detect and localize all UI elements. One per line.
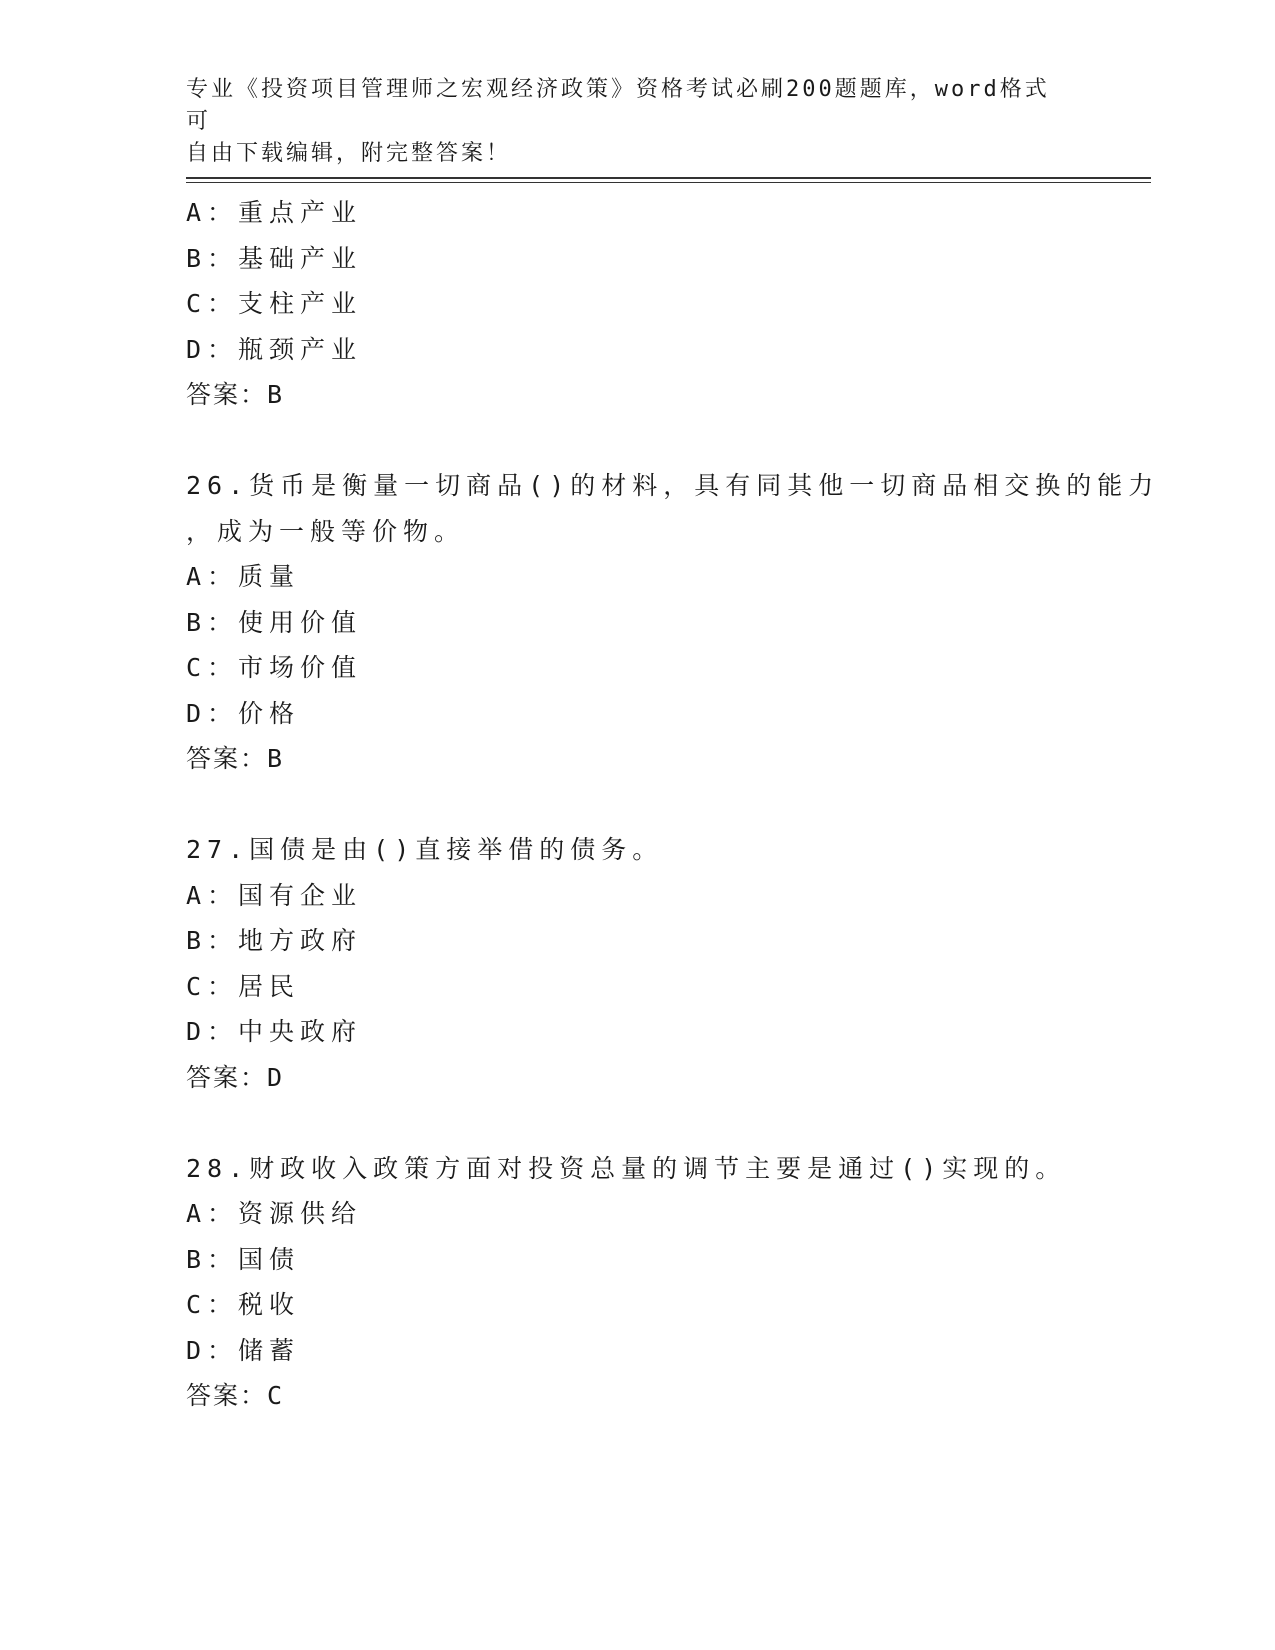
question-28 — [186, 1146, 1146, 1419]
option-c: C：税收 — [186, 1290, 301, 1319]
option-d: D：瓶颈产业 — [186, 334, 363, 364]
header-line-1: 专业《投资项目管理师之宏观经济政策》资格考试必刷200题题库，word格式可 — [186, 77, 1050, 134]
header-divider-thick — [186, 177, 1151, 179]
option-d: D：储蓄 — [186, 1335, 301, 1365]
question-26 — [186, 463, 1160, 782]
option-b: B：地方政府 — [186, 926, 363, 955]
header-divider-thin — [186, 182, 1151, 183]
option-c: C：支柱产业 — [186, 289, 363, 318]
question-27 — [186, 827, 1146, 1100]
question-list — [186, 190, 1160, 1419]
option-b: B：基础产业 — [186, 243, 363, 273]
document-header — [186, 74, 1066, 170]
option-a: A：重点产业 — [186, 198, 363, 227]
option-d: D：中央政府 — [186, 1017, 363, 1046]
question-stem: 28.财政收入政策方面对投资总量的调节主要是通过()实现的。 — [186, 1153, 1067, 1183]
question-25 — [186, 190, 1146, 418]
option-d: D：价格 — [186, 698, 301, 728]
header-line-2: 自由下载编辑，附完整答案！ — [186, 141, 512, 166]
question-stem-continued: ，成为一般等价物。 — [186, 516, 466, 546]
option-c: C：市场价值 — [186, 653, 363, 682]
question-stem: 27.国债是由()直接举借的债务。 — [186, 835, 664, 864]
option-b: B：国债 — [186, 1244, 301, 1274]
answer-line: 答案：C — [186, 1381, 285, 1410]
option-a: A：国有企业 — [186, 880, 363, 910]
option-a: A：质量 — [186, 562, 301, 591]
question-stem: 26.货币是衡量一切商品()的材料，具有同其他一切商品相交换的能力 — [186, 471, 1160, 500]
option-a: A：资源供给 — [186, 1199, 363, 1228]
answer-line: 答案：B — [186, 380, 285, 409]
option-b: B：使用价值 — [186, 607, 363, 637]
option-c: C：居民 — [186, 971, 301, 1001]
answer-line: 答案：B — [186, 744, 285, 773]
answer-line: 答案：D — [186, 1062, 285, 1092]
